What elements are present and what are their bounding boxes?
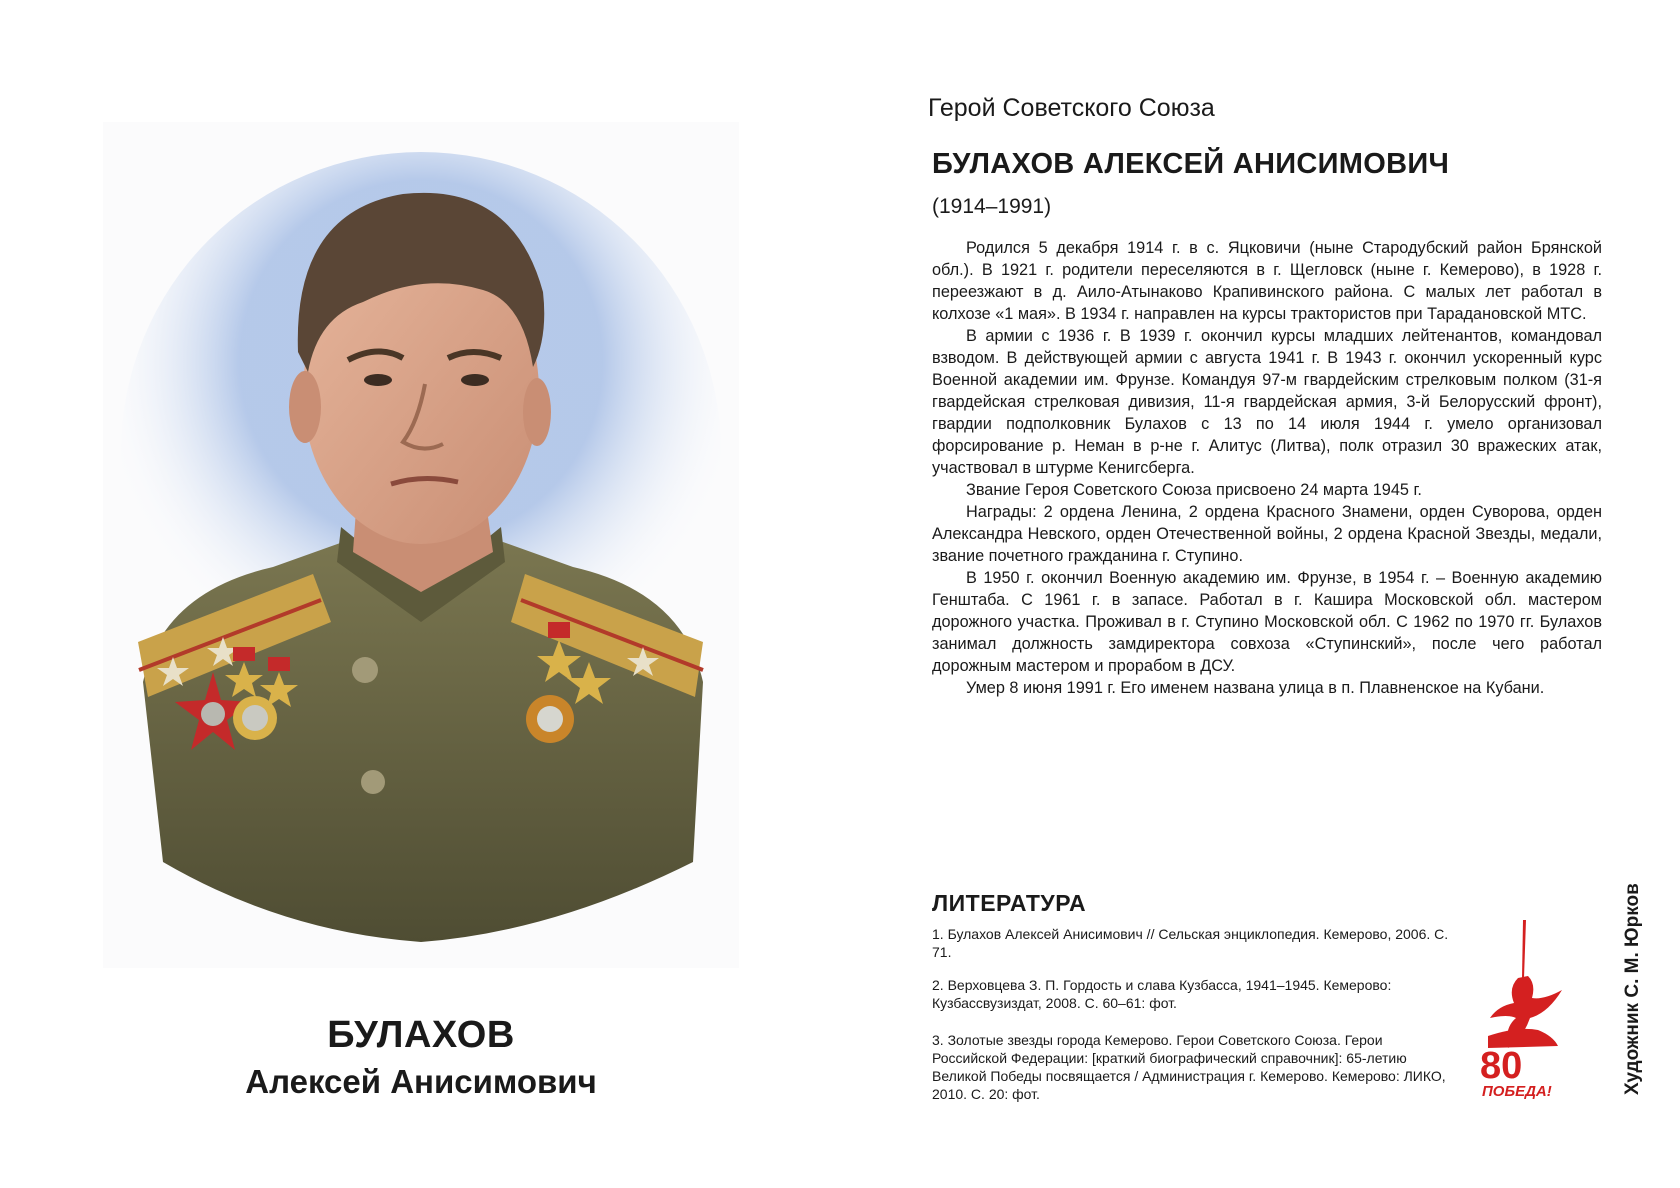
literature-item: 1. Булахов Алексей Анисимович // Сельская энциклопедия. Кемерово, 2006. С. 71.	[932, 926, 1449, 960]
literature-item: 2. Верховцева З. П. Гордость и слава Кузбасса, 1941–1945. Кемерово: Кузбассвузиздат, 2008. С. 60–61: фот.	[932, 977, 1392, 1011]
victory-80-logo	[1478, 918, 1576, 1100]
bio-paragraph: Родился 5 декабря 1914 г. в с. Яцковичи (ныне Стародубский район Брянской обл.). В 1921 г. родители переселяются в г. Щегловск (ныне г. Кемерово), в 1928 г. переезжают в д. Аило-Атынаково Крапивинского района. С малых лет работал в колхозе «1 мая». В 1934 г. направлен на курсы трактористов при Тарадановской МТС.	[932, 239, 1602, 323]
bio-paragraph: Умер 8 июня 1991 г. Его именем названа улица в п. Плавненское на Кубани.	[966, 679, 1545, 697]
life-years: (1914–1991)	[932, 195, 1052, 218]
portrait-caption-surname: БУЛАХОВ	[327, 1014, 515, 1056]
artist-credit: Художник С. М. Юрков	[1622, 883, 1643, 1095]
bio-paragraph: Звание Героя Советского Союза присвоено 24 марта 1945 г.	[966, 481, 1422, 499]
logo-number: 80	[1480, 1045, 1523, 1087]
page-title: БУЛАХОВ АЛЕКСЕЙ АНИСИМОВИЧ	[932, 148, 1450, 180]
logo-word: ПОБЕДА!	[1482, 1083, 1552, 1100]
portrait-illustration	[103, 122, 739, 968]
bio-paragraph: Награды: 2 ордена Ленина, 2 ордена Красного Знамени, орден Суворова, орден Александра Невского, орден Отечественной войны, 2 ордена Красной Звезды, медали, звание почетного гражданина г. Ступино.	[932, 503, 1602, 565]
motherland-calls-statue-icon	[1488, 920, 1562, 1048]
bio-paragraph: В 1950 г. окончил Военную академию им. Фрунзе, в 1954 г. – Военную академию Генштаба. С 1961 г. в запасе. Работал в г. Кашира Московской обл. мастером дорожного участка. Проживал в г. Ступино Московской обл. С 1962 по 1970 гг. Булахов занимал должность замдиректора совхоза «Ступинский», после чего работал дорожным мастером и прорабом в ДСУ.	[932, 569, 1602, 675]
literature-item: 3. Золотые звезды города Кемерово. Герои Советского Союза. Герои Российской Федерации: [краткий биографический справочник]: 65-летию Великой Победы посвящается / Администрация г. Кемерово. Кемерово: ЛИКО, 2010. С. 20: фот.	[932, 1032, 1446, 1102]
portrait-image	[103, 122, 739, 968]
biography	[932, 237, 1602, 699]
literature-heading: ЛИТЕРАТУРА	[932, 890, 1087, 916]
portrait-caption-given-names: Алексей Анисимович	[245, 1063, 597, 1100]
page-kicker: Герой Советского Союза	[928, 94, 1215, 122]
bio-paragraph: В армии с 1936 г. В 1939 г. окончил курсы младших лейтенантов, командовал взводом. В действующей армии с августа 1941 г. В 1943 г. окончил ускоренный курс Военной академии им. Фрунзе. Командуя 97-м гвардейским стрелковым полком (31-я гвардейская стрелковая дивизия, 11-я гвардейская армия, 3-й Белорусский фронт), гвардии подполковник Булахов с 13 по 14 июля 1944 г. умело организовал форсирование р. Неман в р-не г. Алитус (Литва), полк отразил 30 вражеских атак, участвовал в штурме Кенигсберга.	[932, 327, 1602, 477]
